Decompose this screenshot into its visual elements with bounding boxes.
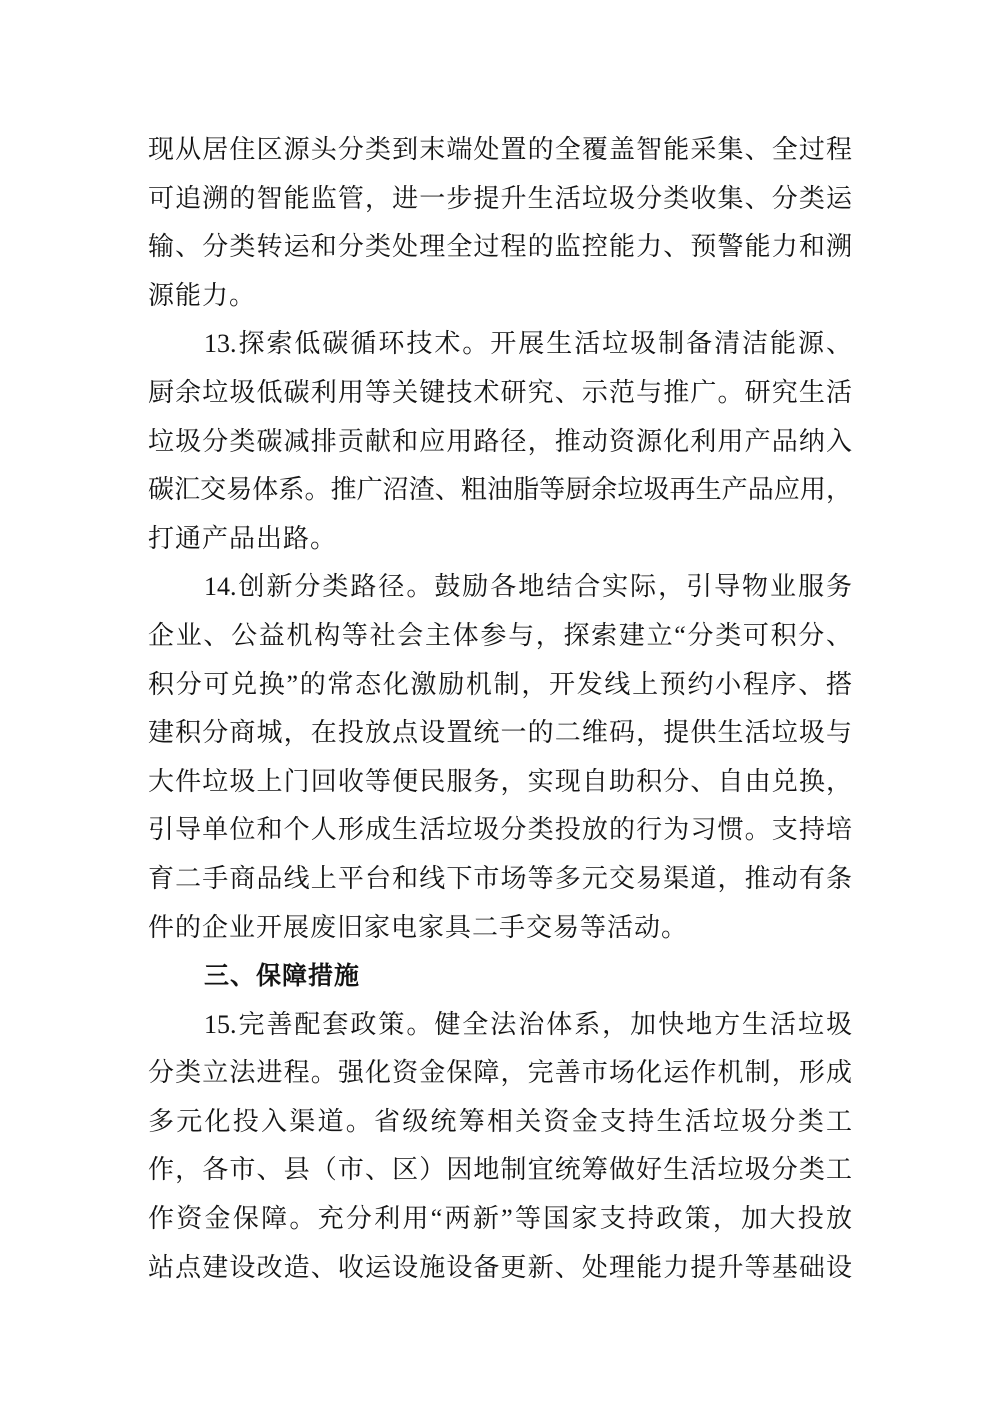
text-line: 引导单位和个人形成生活垃圾分类投放的行为习惯。支持培 — [148, 815, 852, 845]
text-line: 13.探索低碳循环技术。开展生活垃圾制备清洁能源、 — [204, 329, 852, 359]
text-line: 站点建设改造、收运设施设备更新、处理能力提升等基础设 — [148, 1252, 852, 1282]
text-line: 分类立法进程。强化资金保障，完善市场化运作机制，形成 — [148, 1058, 852, 1088]
text-line: 打通产品出路。 — [148, 523, 338, 553]
text-line: 源能力。 — [148, 280, 257, 310]
text-line: 15.完善配套政策。健全法治体系，加快地方生活垃圾 — [204, 1009, 852, 1039]
text-line: 可追溯的智能监管，进一步提升生活垃圾分类收集、分类运 — [148, 183, 852, 213]
section-heading: 三、保障措施 — [204, 961, 361, 991]
text-line: 14.创新分类路径。鼓励各地结合实际，引导物业服务 — [204, 572, 852, 602]
text-line: 现从居住区源头分类到末端处置的全覆盖智能采集、全过程 — [148, 135, 852, 164]
text-line: 碳汇交易体系。推广沼渣、粗油脂等厨余垃圾再生产品应用， — [148, 475, 852, 505]
text-line: 作资金保障。充分利用“两新”等国家支持政策，加大投放 — [148, 1204, 852, 1234]
text-line: 多元化投入渠道。省级统筹相关资金支持生活垃圾分类工 — [148, 1106, 852, 1136]
text-line: 件的企业开展废旧家电家具二手交易等活动。 — [148, 912, 689, 942]
text-line: 垃圾分类碳减排贡献和应用路径，推动资源化利用产品纳入 — [148, 426, 852, 456]
paragraph-item-13 — [148, 320, 852, 563]
text-line: 大件垃圾上门回收等便民服务，实现自助积分、自由兑换， — [148, 766, 852, 796]
text-line: 企业、公益机构等社会主体参与，探索建立“分类可积分、 — [148, 620, 852, 650]
paragraph-item-14 — [148, 563, 852, 952]
text-line: 育二手商品线上平台和线下市场等多元交易渠道，推动有条 — [148, 863, 852, 893]
text-line: 厨余垃圾低碳利用等关键技术研究、示范与推广。研究生活 — [148, 377, 852, 407]
text-line: 输、分类转运和分类处理全过程的监控能力、预警能力和溯 — [148, 232, 852, 262]
text-line: 积分可兑换”的常态化激励机制，开发线上预约小程序、搭 — [148, 669, 852, 699]
paragraph-continued — [148, 126, 852, 320]
text-line: 作，各市、县（市、区）因地制宜统筹做好生活垃圾分类工 — [148, 1155, 852, 1185]
text-line: 建积分商城，在投放点设置统一的二维码，提供生活垃圾与 — [148, 718, 852, 748]
body-text — [148, 126, 852, 1292]
paragraph-item-15 — [148, 1001, 852, 1293]
